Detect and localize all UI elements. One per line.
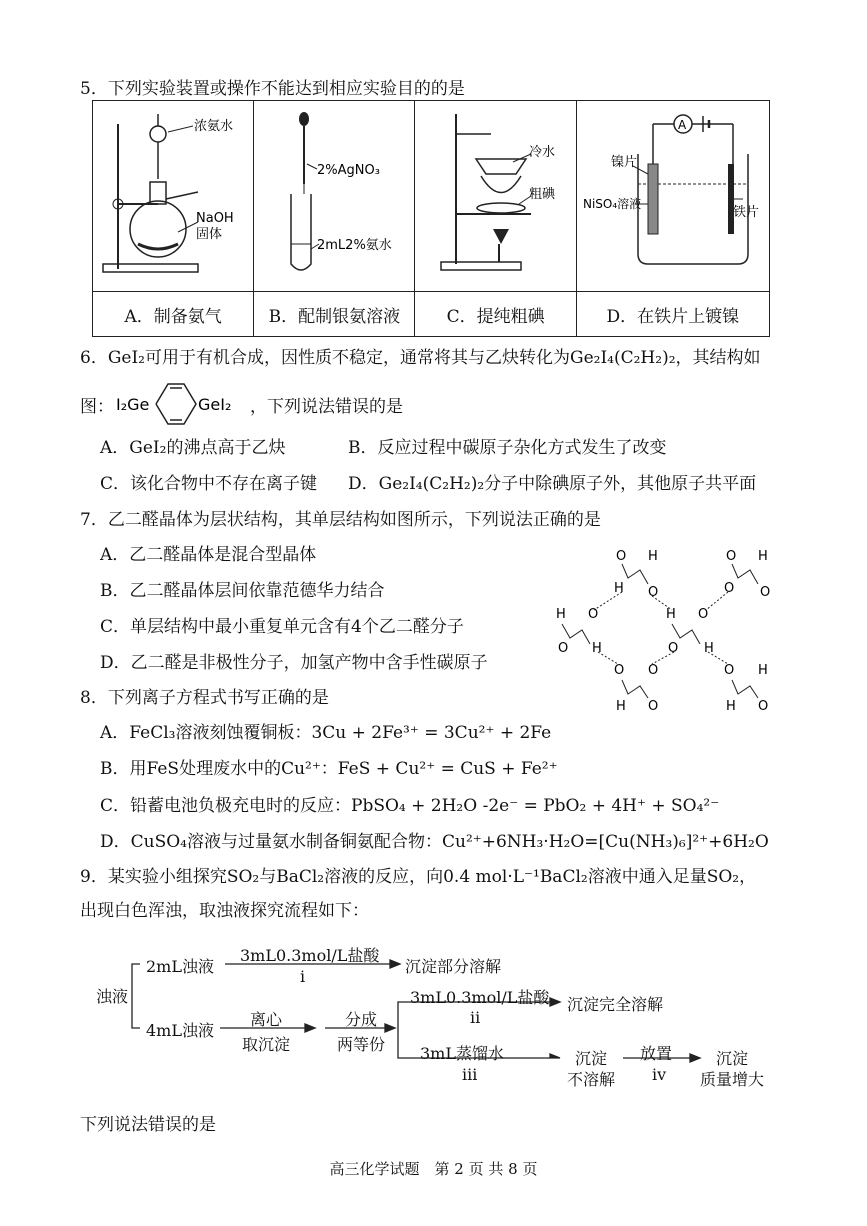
svg-text:O: O — [614, 663, 625, 678]
label-ammonia-water: 2mL2%氨水 — [317, 238, 393, 253]
flow-step-iv: iv — [652, 1065, 667, 1084]
label-agno3: 2%AgNO₃ — [317, 163, 381, 178]
label-niso4: NiSO₄溶液 — [582, 197, 642, 211]
apparatus-a — [93, 101, 254, 292]
flow-centrifuge-bottom: 取沉淀 — [242, 1035, 291, 1054]
flow-result4-top: 沉淀 — [716, 1049, 749, 1068]
label-cold-water: 冷水 — [528, 145, 555, 160]
svg-text:O: O — [726, 549, 737, 564]
q6-stem: 6．GeI₂可用于有机合成，因性质不稳定，通常将其与乙炔转化为Ge₂I₄(C₂H₂)₂，其结构如 — [80, 348, 761, 368]
flow-step-iii-reagent: 3mL蒸馏水 — [420, 1044, 504, 1063]
q7-stem: 7．乙二醛晶体为层状结构，其单层结构如图所示，下列说法正确的是 — [80, 510, 601, 530]
flow-step-iii: iii — [462, 1065, 478, 1084]
apparatus-d — [576, 101, 769, 292]
caption-c: C．提纯粗碘 — [415, 292, 576, 337]
caption-d: D．在铁片上镀镍 — [576, 292, 769, 337]
label-crude-iodine: 粗碘 — [528, 187, 555, 202]
q6-option-c[interactable]: C．该化合物中不存在离子键 — [100, 474, 318, 494]
flow-step-iv-reagent: 放置 — [640, 1044, 673, 1063]
svg-text:H: H — [704, 641, 714, 656]
svg-text:H: H — [758, 549, 768, 564]
q8-option-c[interactable]: C．铅蓄电池负极充电时的反应：PbSO₄ + 2H₂O -2e⁻ = PbO₂ + 4H⁺ + SO₄²⁻ — [100, 796, 720, 816]
ammonia-apparatus-drawing — [98, 104, 248, 284]
page-footer: 高三化学试题 第 2 页 共 8 页 — [329, 1160, 538, 1178]
svg-text:H: H — [666, 607, 676, 622]
label-solid: 固体 — [196, 227, 223, 242]
iodine-sublimation-drawing — [421, 104, 571, 284]
flow-result2: 沉淀完全溶解 — [567, 995, 664, 1014]
flow-result4-bottom: 质量增大 — [700, 1070, 765, 1089]
q6-stem2-prefix: 图： — [80, 397, 114, 417]
svg-text:H: H — [758, 663, 768, 678]
svg-text:O: O — [758, 699, 769, 714]
svg-text:H: H — [592, 641, 602, 656]
svg-text:H: H — [556, 607, 566, 622]
silver-ammonia-drawing — [259, 104, 409, 284]
flow-split-bottom: 两等份 — [337, 1035, 386, 1054]
flow-branch2: 4mL浊液 — [146, 1021, 214, 1040]
flow-split-top: 分成 — [345, 1010, 378, 1029]
flow-result3-bottom: 不溶解 — [567, 1070, 616, 1089]
flow-result3-top: 沉淀 — [575, 1049, 608, 1068]
flow-step-i-reagent: 3mL0.3mol/L盐酸 — [240, 946, 380, 965]
label-naoh: NaOH — [196, 211, 234, 226]
ring-right-label: GeI₂ — [198, 395, 232, 414]
svg-text:H: H — [648, 549, 658, 564]
svg-text:O: O — [588, 607, 599, 622]
flow-source: 浊液 — [96, 987, 129, 1006]
flow-step-ii: ii — [470, 1008, 481, 1027]
nickel-plating-drawing — [583, 104, 763, 284]
q6-option-a[interactable]: A．GeI₂的沸点高于乙炔 — [100, 438, 286, 458]
svg-text:H: H — [616, 699, 626, 714]
svg-text:O: O — [648, 699, 659, 714]
q5-stem: 5．下列实验装置或操作不能达到相应实验目的的是 — [80, 79, 465, 99]
ge-ring-structure — [116, 376, 256, 432]
svg-text:O: O — [724, 581, 735, 596]
svg-text:O: O — [616, 549, 627, 564]
q6-stem2-suffix: ，下列说法错误的是 — [250, 397, 403, 417]
svg-text:O: O — [668, 641, 679, 656]
apparatus-b — [254, 101, 415, 292]
svg-text:O: O — [760, 585, 771, 600]
q8-option-b[interactable]: B．用FeS处理废水中的Cu²⁺：FeS + Cu²⁺ = CuS + Fe²⁺ — [100, 759, 558, 779]
caption-a: A．制备氨气 — [93, 292, 254, 337]
q8-option-a[interactable]: A．FeCl₃溶液刻蚀覆铜板：3Cu + 2Fe³⁺ = 3Cu²⁺ + 2Fe — [100, 723, 552, 743]
svg-text:O: O — [648, 663, 659, 678]
svg-text:H: H — [726, 699, 736, 714]
svg-text:O: O — [698, 607, 709, 622]
q8-stem: 8．下列离子方程式书写正确的是 — [80, 688, 329, 708]
caption-b: B．配制银氨溶液 — [254, 292, 415, 337]
q8-option-d[interactable]: D．CuSO₄溶液与过量氨水制备铜氨配合物：Cu²⁺+6NH₃·H₂O=[Cu(NH₃)₆]²⁺+6H₂O — [100, 832, 769, 852]
q6-option-b[interactable]: B．反应过程中碳原子杂化方式发生了改变 — [348, 438, 667, 458]
svg-text:O: O — [558, 641, 569, 656]
q7-option-c[interactable]: C．单层结构中最小重复单元含有4个乙二醛分子 — [100, 617, 464, 637]
label-conc-ammonia: 浓氨水 — [194, 119, 234, 134]
flow-centrifuge-top: 离心 — [250, 1010, 283, 1029]
flow-result1: 沉淀部分溶解 — [405, 957, 502, 976]
q9-question: 下列说法错误的是 — [80, 1115, 216, 1135]
label-nickel-sheet: 镍片 — [610, 155, 637, 170]
q6-option-d[interactable]: D．Ge₂I₄(C₂H₂)₂分子中除碘原子外，其他原子共平面 — [348, 474, 757, 494]
ammeter-label: A — [677, 118, 687, 132]
q7-option-a[interactable]: A．乙二醛晶体是混合型晶体 — [100, 545, 317, 565]
glyoxal-layer-structure — [548, 540, 788, 715]
svg-text:O: O — [648, 585, 659, 600]
q7-option-d[interactable]: D．乙二醛是非极性分子，加氢产物中含手性碳原子 — [100, 653, 488, 673]
flow-step-i: i — [300, 967, 306, 986]
ring-left-label: I₂Ge — [116, 395, 150, 414]
svg-text:H: H — [614, 581, 624, 596]
q5-apparatus-table — [92, 100, 770, 337]
svg-text:O: O — [724, 663, 735, 678]
label-iron-sheet: 铁片 — [732, 205, 759, 220]
flow-step-ii-reagent: 3mL0.3mol/L盐酸 — [410, 988, 550, 1007]
apparatus-c — [415, 101, 576, 292]
flow-branch1: 2mL浊液 — [146, 957, 214, 976]
q9-stem: 9．某实验小组探究SO₂与BaCl₂溶液的反应，向0.4 mol·L⁻¹BaCl₂溶液中通入足量SO₂， — [80, 867, 757, 887]
q7-option-b[interactable]: B．乙二醛晶体层间依靠范德华力结合 — [100, 581, 385, 601]
q9-stem2: 出现白色浑浊，取浊液探究流程如下： — [80, 901, 369, 921]
